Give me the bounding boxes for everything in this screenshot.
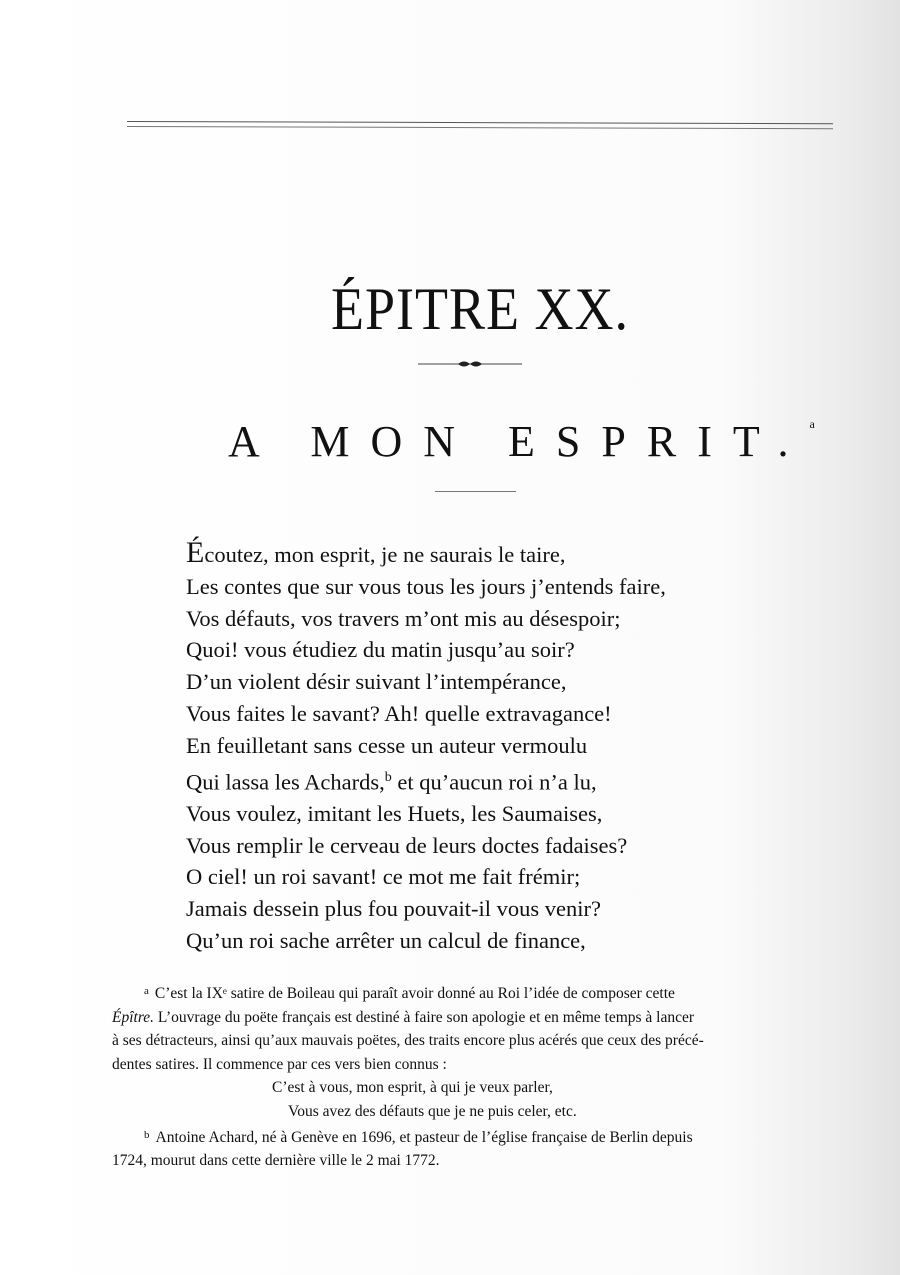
footnote-b-line: 1724, mourut dans cette dernière ville le 2 mai 1772.	[112, 1152, 440, 1170]
verse-line: Écoutez, mon esprit, je ne saurais le taire,	[186, 536, 566, 569]
page-title: ÉPITRE XX.	[331, 275, 629, 343]
short-rule	[435, 491, 516, 492]
verse-line: Vous faites le savant? Ah! quelle extravagance!	[186, 700, 612, 726]
ornament-divider	[418, 358, 522, 370]
subtitle-text: A MON ESPRIT.	[228, 417, 810, 466]
verse-line: Vos défauts, vos travers m’ont mis au désespoir;	[186, 605, 621, 631]
verse-line: Qu’un roi sache arrêter un calcul de finance,	[186, 928, 586, 954]
subtitle-footnote-mark: a	[809, 417, 815, 431]
verse-line: Quoi! vous étudiez du matin jusqu’au soir?	[186, 637, 575, 663]
footnotes	[112, 980, 828, 1173]
drop-cap: É	[186, 536, 205, 569]
footnote-a-line: $^a$ C’est la IXᵉ satire de Boileau qui paraît avoir donné au Roi l’idée de composer cette	[144, 985, 675, 1002]
footnote-mark-b: b	[384, 769, 392, 785]
subtitle	[228, 416, 815, 467]
verse-line: Vous remplir le cerveau de leurs doctes fadaises?	[186, 832, 628, 858]
footnote-a-line: Épître. L’ouvrage du poëte français est destiné à faire son apologie et en même temps à lancer	[112, 1008, 695, 1026]
footnote-a-line: à ses détracteurs, ainsi qu’aux mauvais poëtes, des traits encore plus acérés que ceux des précé-	[112, 1032, 704, 1050]
footnote-b-line: $^b$ Antoine Achard, né à Genève en 1696, et pasteur de l’église française de Berlin depuis	[144, 1128, 693, 1146]
verse-line: Vous voulez, imitant les Huets, les Saumaises,	[186, 800, 603, 826]
footnote-a-line: dentes satires. Il commence par ces vers bien connus :	[112, 1055, 447, 1073]
footnote-quote: Vous avez des défauts que je ne puis celer, etc.	[288, 1102, 577, 1120]
verse-line: O ciel! un roi savant! ce mot me fait frémir;	[186, 864, 581, 890]
verse-line: Jamais dessein plus fou pouvait-il vous venir?	[186, 896, 601, 922]
footnote-quote: C’est à vous, mon esprit, à qui je veux parler,	[272, 1079, 553, 1097]
top-double-rule	[127, 121, 833, 129]
verse-line: Les contes que sur vous tous les jours j’entends faire,	[186, 573, 666, 599]
verse-line: D’un violent désir suivant l’intempérance,	[186, 669, 567, 695]
verse-line: Qui lassa les Achards,$^b$ et qu’aucun roi n’a lu,	[186, 769, 597, 795]
verse-line: En feuilletant sans cesse un auteur vermoulu	[186, 732, 588, 758]
verse-block	[186, 536, 806, 957]
